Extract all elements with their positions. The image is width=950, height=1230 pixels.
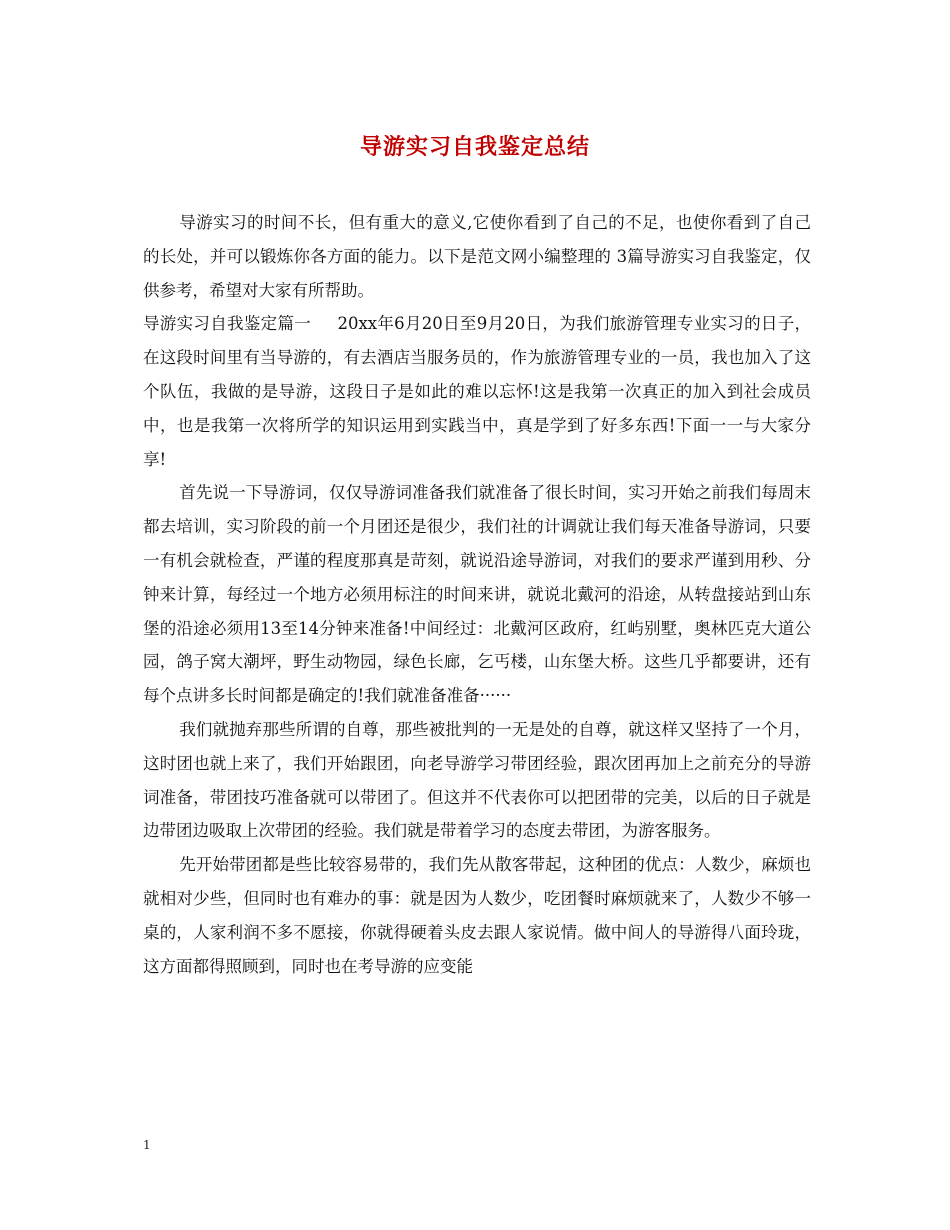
document-body bbox=[143, 206, 811, 983]
section-first-paragraph bbox=[143, 307, 811, 476]
body-paragraph-3: 先开始带团都是些比较容易带的，我们先从散客带起，这种团的优点：人数少，麻烦也就相对少些，但同时也有难办的事：就是因为人数少，吃团餐时麻烦就来了，人数少不够一桌的，人家利润不多不愿接，你就得硬着头皮去跟人家说情。做中间人的导游得八面玲珑，这方面都得照顾到，同时也在考导游的应变能 bbox=[143, 855, 811, 976]
body-paragraph-2: 我们就抛弃那些所谓的自尊，那些被批判的一无是处的自尊，就这样又坚持了一个月，这时团也就上来了，我们开始跟团，向老导游学习带团经验，跟次团再加上之前充分的导游词准备，带团技巧准备就可以带团了。但这并不代表你可以把团带的完美，以后的日子就是边带团边吸取上次带团的经验。我们就是带着学习的态度去带团，为游客服务。 bbox=[143, 719, 811, 841]
section-heading: 导游实习自我鉴定篇一 bbox=[143, 314, 312, 334]
section-first-paragraph-text: 20xx年6月20日至9月20日，为我们旅游管理专业实习的日子，在这段时间里有当导游的，有去酒店当服务员的，作为旅游管理专业的一员，我也加入了这个队伍，我做的是导游，这段日子是如此的难以忘怀!这是我第一次真正的加入到社会成员中，也是我第一次将所学的知识运用到实践当中，真是学到了好多东西!下面一一与大家分享! bbox=[143, 314, 812, 469]
body-paragraph-1: 首先说一下导游词，仅仅导游词准备我们就准备了很长时间，实习开始之前我们每周末都去培训，实习阶段的前一个月团还是很少，我们社的计调就让我们每天准备导游词，只要一有机会就检查，严谨的程度那真是苛刻，就说沿途导游词，对我们的要求严谨到用秒、分钟来计算，每经过一个地方必须用标注的时间来讲，就说北戴河的沿途，从转盘接站到山东堡的沿途必须用13至14分钟来准备!中间经过：北戴河区政府，红屿别墅，奥林匹克大道公园，鸽子窝大潮坪，野生动物园，绿色长廊，乞丐楼，山东堡大桥。这些几乎都要讲，还有每个点讲多长时间都是确定的!我们就准备准备······ bbox=[143, 483, 811, 706]
page-number: 1 bbox=[143, 1138, 151, 1152]
intro-paragraph: 导游实习的时间不长，但有重大的意义,它使你看到了自己的不足，也使你看到了自己的长处，并可以锻炼你各方面的能力。以下是范文网小编整理的 3篇导游实习自我鉴定，仅供参考，希望对大家有所帮助。 bbox=[143, 213, 811, 300]
document-title: 导游实习自我鉴定总结 bbox=[359, 135, 590, 160]
